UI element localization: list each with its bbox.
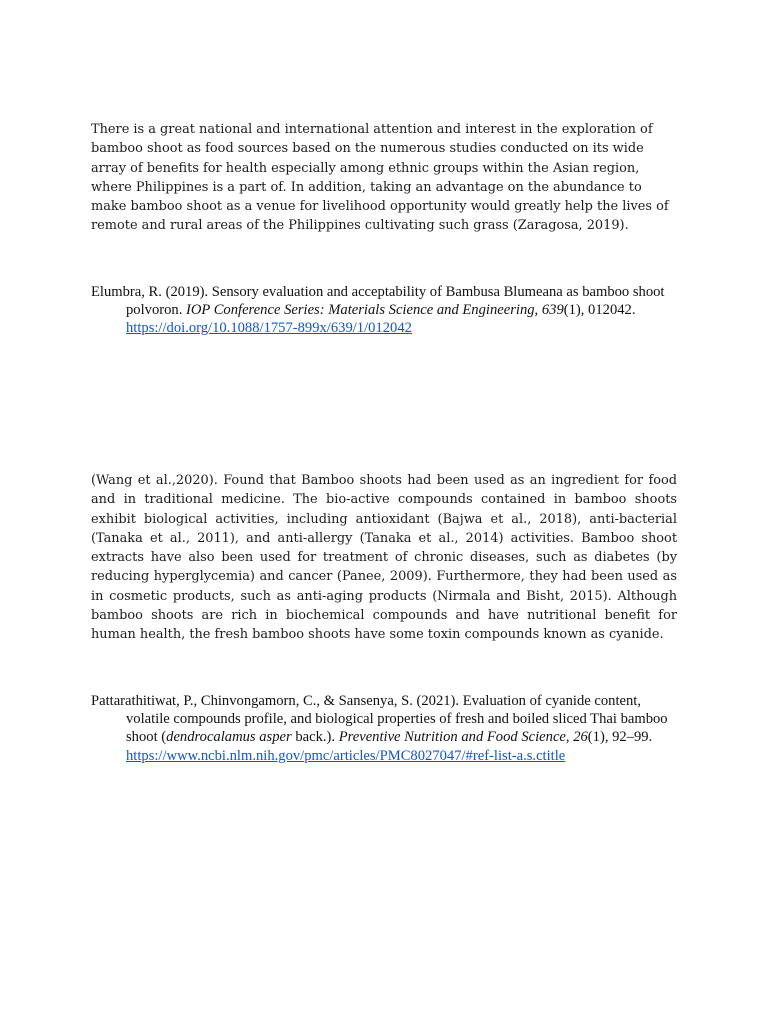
- reference-2-species: dendrocalamus asper: [166, 729, 292, 746]
- reference-2-species-after: back.).: [291, 729, 339, 746]
- reference-2-volume: 26: [573, 729, 588, 746]
- reference-2-issue-pages: (1), 92–99.: [587, 729, 653, 746]
- reference-1-volume: 639: [541, 302, 564, 319]
- reference-2-journal: Preventive Nutrition and Food Science: [338, 729, 566, 746]
- reference-2-authors-title: Pattarathitiwat, P., Chinvongamorn, C., & Sansenya, S. (2021). Evaluation of cyanide content, volatile compounds profile, and biological properties of fresh and boiled sliced Thai bamboo shoot (: [91, 693, 668, 746]
- reference-2-separator: ,: [565, 729, 574, 746]
- reference-1-doi-link[interactable]: https://doi.org/10.1088/1757-899x/639/1/012042: [126, 320, 412, 337]
- body-paragraph-2: (Wang et al.,2020). Found that Bamboo shoots had been used as an ingredient for food and in traditional medicine. The bio-active compounds contained in bamboo shoots exhibit biological activities, including antioxidant (Bajwa et al., 2018), anti-bacterial (Tanaka et al., 2011), and anti-allergy (Tanaka et al., 2014) activities. Bamboo shoot extracts have also been used for treatment of chronic diseases, such as diabetes (by reducing hyperglycemia) and cancer (Panee, 2009). Furthermore, they had been used as in cosmetic products, such as anti-aging products (Nirmala and Bisht, 2015). Although bamboo shoots are rich in biochemical compounds and have nutritional benefit for human health, the fresh bamboo shoots have some toxin compounds known as cyanide.: [91, 473, 677, 643]
- reference-1-separator: ,: [534, 302, 542, 319]
- reference-2-ncbi-link[interactable]: https://www.ncbi.nlm.nih.gov/pmc/articles/PMC8027047/#ref-list-a.s.ctitle: [126, 747, 566, 764]
- reference-1-authors-title: Elumbra, R. (2019). Sensory evaluation and acceptability of Bambusa Blumeana as bamboo shoot polvoron.: [91, 284, 665, 319]
- body-paragraph-1: There is a great national and international attention and interest in the exploration of bamboo shoot as food sources based on the numerous studies conducted on its wide array of benefits for health especially among ethnic groups within the Asian region, where Philippines is a part of. In addition, taking an advantage on the abundance to make bamboo shoot as a venue for livelihood opportunity would greatly help the lives of remote and rural areas of the Philippines cultivating such grass (Zaragosa, 2019).: [91, 122, 669, 234]
- reference-entry-1: [91, 283, 681, 338]
- reference-1-issue-pages: (1), 012042.: [563, 302, 636, 319]
- reference-1-journal: IOP Conference Series: Materials Science and Engineering: [186, 302, 535, 319]
- reference-entry-2: [91, 692, 681, 765]
